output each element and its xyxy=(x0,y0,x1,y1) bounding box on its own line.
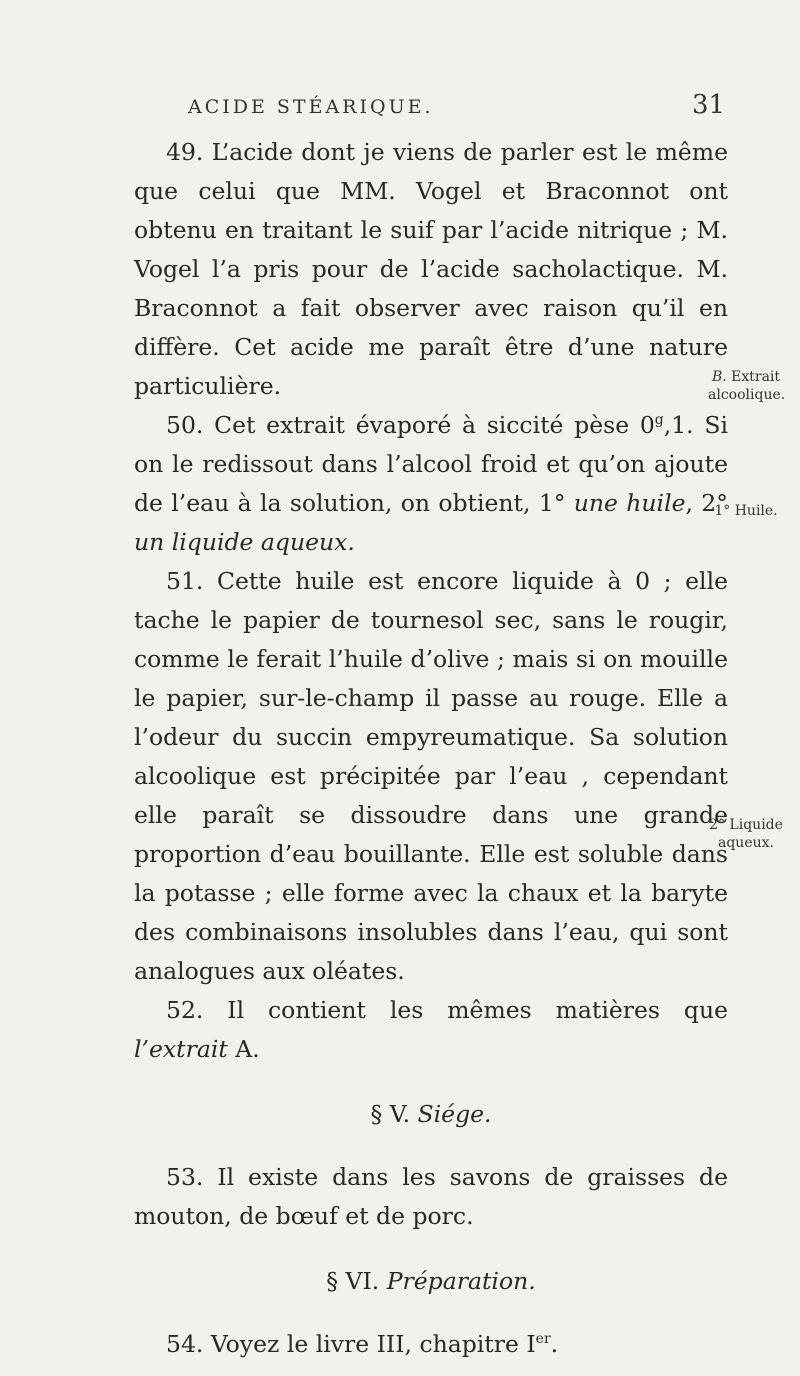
paragraph-50 xyxy=(134,406,728,562)
paragraph-52 xyxy=(134,991,728,1069)
section-heading-6 xyxy=(134,1262,728,1301)
p50-text-a: 50. Cet extrait évaporé à siccité pèse 0 xyxy=(166,411,655,439)
p50-italic-huile: une huile xyxy=(573,489,686,517)
page-number: 31 xyxy=(692,90,726,120)
p54-sup: er xyxy=(535,1331,551,1348)
p50-text-b: ,1. Si on le redissout dans l’alcool froid et qu’on ajoute de l’eau à la solution, on obtient, 1° xyxy=(134,411,728,517)
p54-text-a: 54. Voyez le livre III, chapitre I xyxy=(166,1330,536,1358)
p52-italic: l’extrait xyxy=(134,1035,228,1063)
paragraph-54 xyxy=(134,1325,728,1364)
p50-unit-sup: g xyxy=(654,412,664,429)
paragraph-51: 51. Cette huile est encore liquide à 0 ; elle tache le papier de tournesol sec, sans le rougir, comme le ferait l’huile d’olive ; mais si on mouille le papier, sur-le-champ il passe au rouge. Elle a l’odeur du succin empyreumatique. Sa solution alcoolique est précipitée par l’eau , cependant elle paraît se dissoudre dans une grande proportion d’eau bouillante. Elle est soluble dans la potasse ; elle forme avec la chaux et la baryte des combinaisons insolubles dans l’eau, qui sont analogues aux oléates. xyxy=(134,567,728,985)
margin-note-huile: 1° Huile. xyxy=(714,503,778,519)
section-5-number: § V. xyxy=(370,1100,411,1128)
margin-note-1-letter: B. xyxy=(711,369,727,385)
margin-note-liquide: 2° Liquide aqueux. xyxy=(709,817,783,851)
p54-text-b: . xyxy=(550,1330,559,1358)
section-6-title: Préparation. xyxy=(386,1267,536,1295)
running-head: ACIDE STÉARIQUE. xyxy=(188,96,434,118)
p52-text-a: 52. Il contient les mêmes matières que xyxy=(166,996,728,1024)
section-6-number: § VI. xyxy=(326,1267,380,1295)
paragraph-53: 53. Il existe dans les savons de graisses de mouton, de bœuf et de porc. xyxy=(134,1163,728,1230)
margin-note-1-text: Extrait alcoolique. xyxy=(708,369,786,403)
p50-italic-liquide: un liquide aqueux. xyxy=(134,528,355,556)
section-heading-5 xyxy=(134,1095,728,1134)
margin-note-extrait xyxy=(708,368,784,404)
p50-text-c: , 2° xyxy=(685,489,728,517)
body-text xyxy=(134,133,728,1364)
p52-text-b: A. xyxy=(227,1035,260,1063)
paragraph-49: 49. L’acide dont je viens de parler est le même que celui que MM. Vogel et Braconnot ont obtenu en traitant le suif par l’acide nitrique ; M. Vogel l’a pris pour de l’acide sacholactique. M. Braconnot a fait observer avec raison qu’il en diffère. Cet acide me paraît être d’une nature particulière. xyxy=(134,138,728,400)
section-5-title: Siége. xyxy=(417,1100,492,1128)
